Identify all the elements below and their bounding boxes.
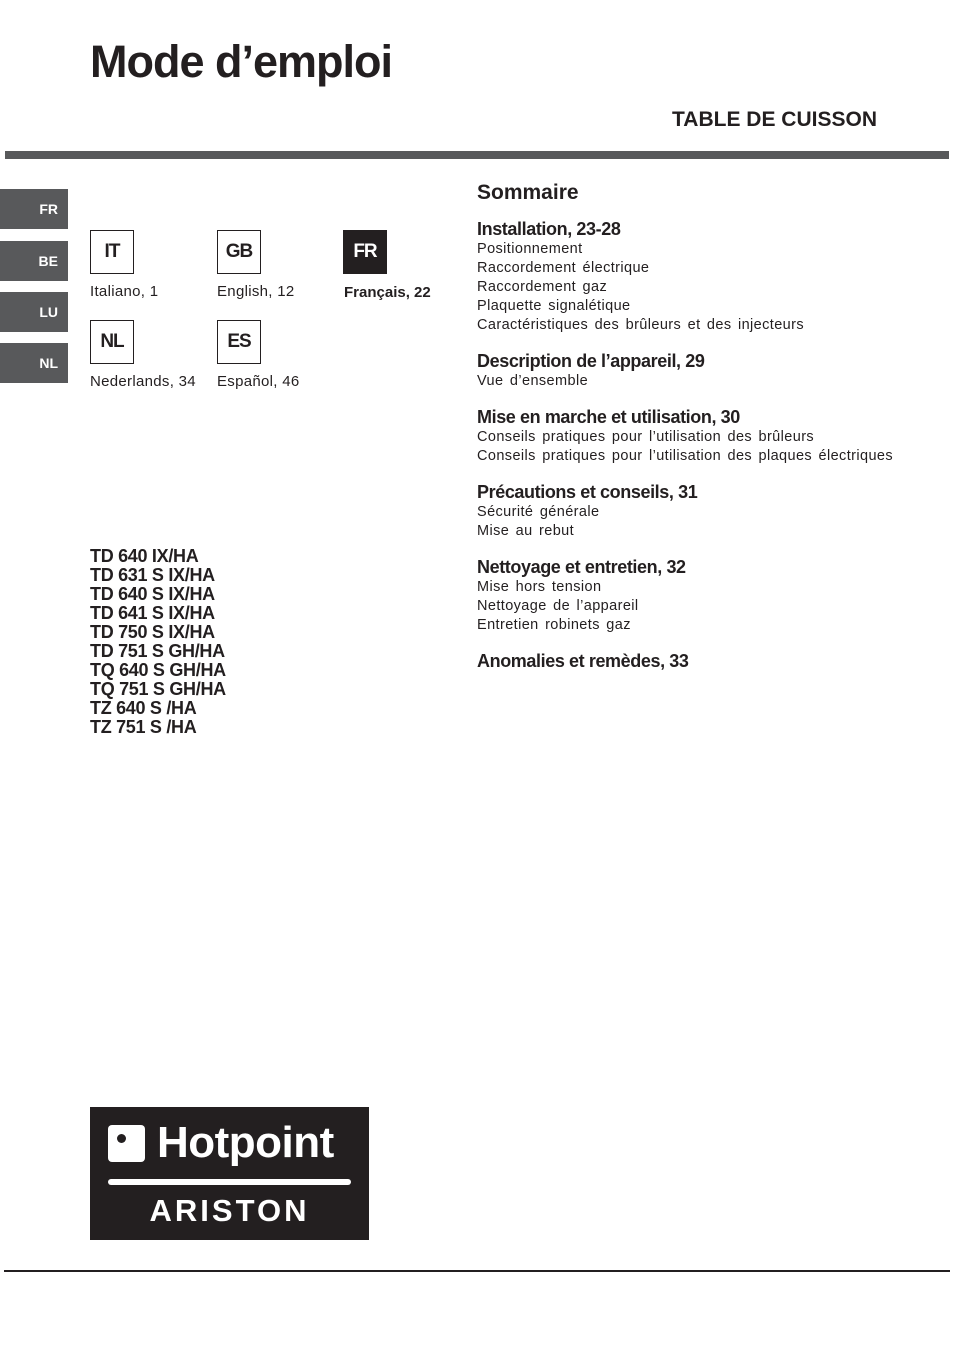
page-title: Mode d’emploi [90, 36, 392, 87]
logo-sub-text: ARISTON [149, 1193, 310, 1228]
toc-item[interactable]: Conseils pratiques pour l’utilisation des plaques électriques [477, 448, 894, 464]
lang-box-gb[interactable]: GB [217, 230, 261, 274]
model-item: TD 750 S IX/HA [90, 622, 215, 642]
toc-item[interactable]: Conseils pratiques pour l’utilisation des brûleurs [477, 429, 815, 445]
toc-section-description [477, 351, 917, 391]
footer-divider [4, 1270, 950, 1272]
model-item: TZ 751 S /HA [90, 717, 197, 737]
toc-item[interactable]: Plaquette signalétique [477, 298, 631, 314]
model-item: TQ 751 S GH/HA [90, 679, 226, 699]
toc-heading[interactable]: Anomalies et remèdes, 33 [477, 651, 689, 671]
side-tab-lu[interactable]: LU [0, 292, 68, 332]
toc-section-anomalies [477, 651, 917, 672]
model-list [90, 547, 226, 737]
hotpoint-ariston-logo [90, 1107, 369, 1240]
lang-box-es[interactable]: ES [217, 320, 261, 364]
lang-label-es: Español, 46 [217, 373, 300, 390]
logo-divider [108, 1179, 351, 1185]
model-item: TD 631 S IX/HA [90, 565, 215, 585]
header-divider [5, 151, 949, 159]
toc-item[interactable]: Positionnement [477, 241, 583, 257]
toc-item[interactable]: Mise au rebut [477, 523, 575, 539]
lang-label-fr: Français, 22 [344, 284, 431, 301]
side-tab-fr[interactable]: FR [0, 189, 68, 229]
model-item: TD 641 S IX/HA [90, 603, 215, 623]
side-tab-be[interactable]: BE [0, 241, 68, 281]
toc-section-installation [477, 219, 917, 335]
toc-heading[interactable]: Nettoyage et entretien, 32 [477, 557, 686, 577]
toc-item[interactable]: Caractéristiques des brûleurs et des injecteurs [477, 317, 804, 333]
toc-item[interactable]: Nettoyage de l’appareil [477, 598, 639, 614]
toc-item[interactable]: Raccordement gaz [477, 279, 608, 295]
model-item: TD 640 S IX/HA [90, 584, 215, 604]
logo-square-icon [108, 1125, 145, 1162]
lang-box-fr[interactable]: FR [343, 230, 387, 274]
model-item: TZ 640 S /HA [90, 698, 197, 718]
logo-dot-icon [117, 1134, 126, 1143]
model-item: TD 640 IX/HA [90, 546, 199, 566]
model-item: TQ 640 S GH/HA [90, 660, 226, 680]
model-item: TD 751 S GH/HA [90, 641, 225, 661]
toc-heading[interactable]: Mise en marche et utilisation, 30 [477, 407, 740, 427]
lang-label-it: Italiano, 1 [90, 283, 159, 300]
lang-label-nl: Nederlands, 34 [90, 373, 196, 390]
toc-heading[interactable]: Installation, 23-28 [477, 219, 621, 239]
toc-item[interactable]: Vue d’ensemble [477, 373, 589, 389]
toc-item[interactable]: Entretien robinets gaz [477, 617, 631, 633]
toc-item[interactable]: Sécurité générale [477, 504, 600, 520]
toc-item[interactable]: Raccordement électrique [477, 260, 650, 276]
side-tab-nl[interactable]: NL [0, 343, 68, 383]
table-of-contents [477, 180, 917, 688]
toc-section-nettoyage [477, 557, 917, 635]
toc-item[interactable]: Mise hors tension [477, 579, 602, 595]
lang-box-nl[interactable]: NL [90, 320, 134, 364]
toc-title: Sommaire [477, 181, 579, 204]
lang-label-gb: English, 12 [217, 283, 295, 300]
document-subtitle: TABLE DE CUISSON [672, 108, 877, 131]
toc-section-mise-en-marche [477, 407, 917, 466]
logo-brand-text: Hotpoint [157, 1118, 334, 1167]
lang-box-it[interactable]: IT [90, 230, 134, 274]
toc-section-precautions [477, 482, 917, 541]
toc-heading[interactable]: Description de l’appareil, 29 [477, 351, 705, 371]
toc-heading[interactable]: Précautions et conseils, 31 [477, 482, 698, 502]
